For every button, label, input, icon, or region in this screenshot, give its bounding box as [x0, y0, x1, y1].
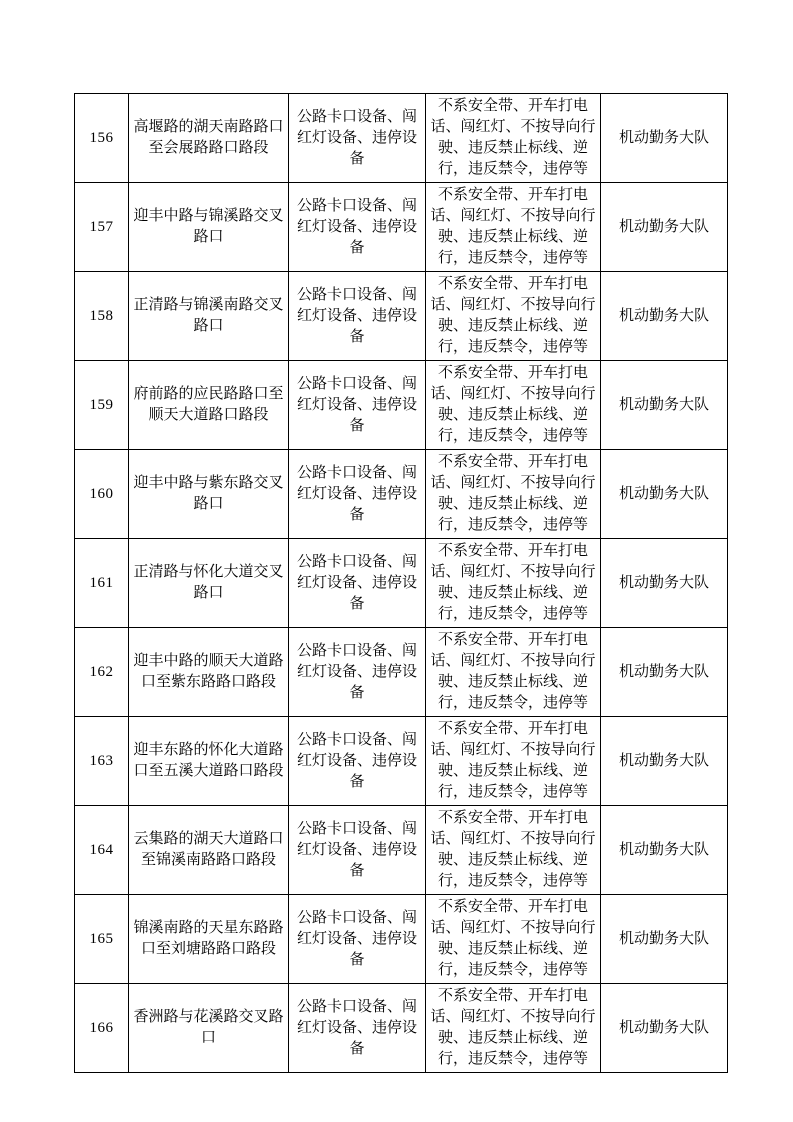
equipment-cell: 公路卡口设备、闯红灯设备、违停设备: [289, 628, 426, 717]
table-row: [75, 628, 728, 717]
equipment-cell: 公路卡口设备、闯红灯设备、违停设备: [289, 94, 426, 183]
table-row: [75, 717, 728, 806]
violations-cell: 不系安全带、开车打电话、闯红灯、不按导向行驶、违反禁止标线、逆行，违反禁令，违停等: [426, 539, 601, 628]
row-number-cell: 159: [75, 361, 129, 450]
table-row: [75, 450, 728, 539]
department-cell: 机动勤务大队: [601, 183, 728, 272]
row-number-cell: 163: [75, 717, 129, 806]
row-number-cell: 162: [75, 628, 129, 717]
table-row: [75, 895, 728, 984]
table-row: [75, 539, 728, 628]
location-cell: 锦溪南路的天星东路路口至刘塘路路口路段: [129, 895, 289, 984]
violations-cell: 不系安全带、开车打电话、闯红灯、不按导向行驶、违反禁止标线、逆行，违反禁令，违停等: [426, 272, 601, 361]
location-cell: 迎丰中路的顺天大道路口至紫东路路口路段: [129, 628, 289, 717]
violations-cell: 不系安全带、开车打电话、闯红灯、不按导向行驶、违反禁止标线、逆行，违反禁令，违停等: [426, 895, 601, 984]
row-number-cell: 164: [75, 806, 129, 895]
location-cell: 迎丰中路与紫东路交叉路口: [129, 450, 289, 539]
equipment-cell: 公路卡口设备、闯红灯设备、违停设备: [289, 450, 426, 539]
location-cell: 香洲路与花溪路交叉路口: [129, 984, 289, 1073]
row-number-cell: 166: [75, 984, 129, 1073]
equipment-cell: 公路卡口设备、闯红灯设备、违停设备: [289, 539, 426, 628]
row-number-cell: 158: [75, 272, 129, 361]
department-cell: 机动勤务大队: [601, 806, 728, 895]
department-cell: 机动勤务大队: [601, 628, 728, 717]
department-cell: 机动勤务大队: [601, 717, 728, 806]
table-row: [75, 984, 728, 1073]
violations-cell: 不系安全带、开车打电话、闯红灯、不按导向行驶、违反禁止标线、逆行，违反禁令，违停等: [426, 94, 601, 183]
violations-cell: 不系安全带、开车打电话、闯红灯、不按导向行驶、违反禁止标线、逆行，违反禁令，违停等: [426, 717, 601, 806]
location-cell: 高堰路的湖天南路路口至会展路路口路段: [129, 94, 289, 183]
equipment-cell: 公路卡口设备、闯红灯设备、违停设备: [289, 717, 426, 806]
row-number-cell: 160: [75, 450, 129, 539]
department-cell: 机动勤务大队: [601, 984, 728, 1073]
table-row: [75, 361, 728, 450]
department-cell: 机动勤务大队: [601, 450, 728, 539]
row-number-cell: 161: [75, 539, 129, 628]
department-cell: 机动勤务大队: [601, 539, 728, 628]
department-cell: 机动勤务大队: [601, 272, 728, 361]
location-cell: 府前路的应民路路口至顺天大道路口路段: [129, 361, 289, 450]
row-number-cell: 165: [75, 895, 129, 984]
table-row: [75, 94, 728, 183]
location-cell: 迎丰东路的怀化大道路口至五溪大道路口路段: [129, 717, 289, 806]
equipment-cell: 公路卡口设备、闯红灯设备、违停设备: [289, 361, 426, 450]
enforcement-points-table: [74, 93, 728, 1073]
violations-cell: 不系安全带、开车打电话、闯红灯、不按导向行驶、违反禁止标线、逆行，违反禁令，违停等: [426, 984, 601, 1073]
equipment-cell: 公路卡口设备、闯红灯设备、违停设备: [289, 183, 426, 272]
table-row: [75, 272, 728, 361]
location-cell: 正清路与怀化大道交叉路口: [129, 539, 289, 628]
violations-cell: 不系安全带、开车打电话、闯红灯、不按导向行驶、违反禁止标线、逆行，违反禁令，违停等: [426, 628, 601, 717]
department-cell: 机动勤务大队: [601, 895, 728, 984]
row-number-cell: 156: [75, 94, 129, 183]
violations-cell: 不系安全带、开车打电话、闯红灯、不按导向行驶、违反禁止标线、逆行，违反禁令，违停等: [426, 361, 601, 450]
location-cell: 云集路的湖天大道路口至锦溪南路路口路段: [129, 806, 289, 895]
department-cell: 机动勤务大队: [601, 361, 728, 450]
violations-cell: 不系安全带、开车打电话、闯红灯、不按导向行驶、违反禁止标线、逆行，违反禁令，违停等: [426, 183, 601, 272]
equipment-cell: 公路卡口设备、闯红灯设备、违停设备: [289, 272, 426, 361]
equipment-cell: 公路卡口设备、闯红灯设备、违停设备: [289, 806, 426, 895]
violations-cell: 不系安全带、开车打电话、闯红灯、不按导向行驶、违反禁止标线、逆行，违反禁令，违停等: [426, 450, 601, 539]
table-row: [75, 183, 728, 272]
violations-cell: 不系安全带、开车打电话、闯红灯、不按导向行驶、违反禁止标线、逆行，违反禁令，违停等: [426, 806, 601, 895]
location-cell: 正清路与锦溪南路交叉路口: [129, 272, 289, 361]
table-row: [75, 806, 728, 895]
department-cell: 机动勤务大队: [601, 94, 728, 183]
row-number-cell: 157: [75, 183, 129, 272]
location-cell: 迎丰中路与锦溪路交叉路口: [129, 183, 289, 272]
equipment-cell: 公路卡口设备、闯红灯设备、违停设备: [289, 984, 426, 1073]
equipment-cell: 公路卡口设备、闯红灯设备、违停设备: [289, 895, 426, 984]
